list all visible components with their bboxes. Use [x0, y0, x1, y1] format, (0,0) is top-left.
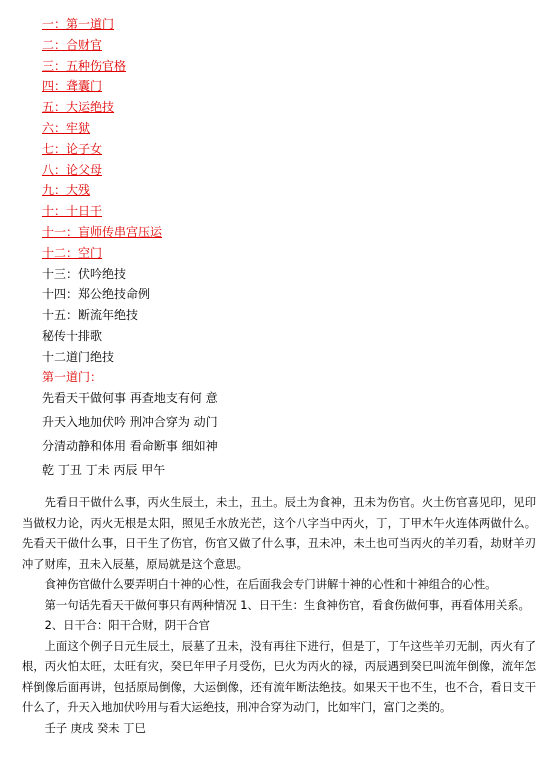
toc-item: [42, 305, 162, 326]
verse-list: [42, 390, 218, 486]
toc-link-3[interactable]: 三：五种伤官格: [42, 58, 127, 73]
toc-entry-15: 十五：断流年绝技: [42, 308, 139, 323]
toc-entry-secret-song: 秘传十排歌: [42, 328, 103, 343]
toc-item[interactable]: [42, 14, 162, 35]
verse-line: 升天入地加伏吟 刑冲合穿为 动门: [42, 415, 218, 429]
chart-pillars: 壬子 庚戌 癸未 丁巳: [44, 721, 146, 735]
toc-item: [42, 284, 162, 305]
toc-item[interactable]: [42, 160, 162, 181]
toc-item[interactable]: [42, 201, 162, 222]
toc-item[interactable]: [42, 118, 162, 139]
paragraph: 上面这个例子日元生辰土，辰墓了丑未，没有再往下进行，但是丁，丁午这些羊刃无制，丙火有了根，丙火怕太旺，太旺有灾，癸巳年甲子月受伤，巳火为丙火的禄，丙辰遇到癸巳叫流年倒像，流年怎样倒像后面再讲，包括原局倒像，大运倒像，还有流年断法绝技。如果天干也不生，也不合，看日支干什么了，升天入地加伏吟用与看大运绝技，刑冲合穿为动门，比如牢门，富门之类的。: [22, 639, 536, 714]
toc-link-8[interactable]: 八：论父母: [42, 162, 103, 177]
toc-entry-14: 十四：郑公绝技命例: [42, 287, 151, 302]
section-heading: 第一道门：: [42, 370, 103, 384]
toc-item: [42, 264, 162, 285]
verse-line: 分清动静和体用 看命断事 细如神: [42, 439, 218, 453]
toc-link-6[interactable]: 六：牢狱: [42, 120, 91, 135]
toc-link-11[interactable]: 十一：盲师传串宫压运: [42, 224, 163, 239]
toc-item[interactable]: [42, 222, 162, 243]
toc-item[interactable]: [42, 139, 162, 160]
toc-item[interactable]: [42, 76, 162, 97]
toc-link-10[interactable]: 十：十日干: [42, 204, 103, 219]
chart-pillars: 乾 丁丑 丁未 丙辰 甲午: [42, 463, 166, 477]
toc-item: [42, 326, 162, 347]
toc-item[interactable]: [42, 56, 162, 77]
verse-line: 先看天干做何事 再查地支有何 意: [42, 391, 218, 405]
toc-item[interactable]: [42, 97, 162, 118]
toc-link-1[interactable]: 一：第一道门: [42, 17, 115, 31]
paragraph: 先看日干做什么事，丙火生辰土，未土，丑土。辰土为食神，丑未为伤官。火土伤官喜见印，见印当做权力论，丙火无根是太阳，照见壬水放光芒，这个八字当中丙火，丁，丁甲木午火连体两做什么。先看天干做什么事，日干生了伤官，伤官又做了什么事，丑未冲，未土也可当丙火的羊刃看，劫财羊刃冲了财库，丑未入辰墓，原局就是这个意思。: [22, 496, 536, 571]
toc-link-12[interactable]: 十二：空门: [42, 245, 103, 260]
toc-entry-twelve-doors: 十二道门绝技: [42, 349, 115, 364]
toc-link-2[interactable]: 二：合财官: [42, 37, 103, 52]
toc-link-5[interactable]: 五：大运绝技: [42, 100, 115, 115]
paragraph: 第一句话先看天干做何事只有两种情况 1、日干生：生食神伤官，看食伤做何事，再看体用关系。: [44, 598, 530, 612]
toc-link-4[interactable]: 四：聋囊门: [42, 79, 103, 94]
toc-item[interactable]: [42, 180, 162, 201]
toc-entry-13: 十三：伏吟绝技: [42, 266, 127, 281]
body-text: [22, 493, 536, 739]
toc-item[interactable]: [42, 243, 162, 264]
paragraph: 食神伤官做什么要弄明白十神的心性，在后面我会专门讲解十神的心性和十神组合的心性。: [44, 578, 497, 591]
paragraph: 2、日干合：阳干合财，阴干合官: [44, 619, 210, 632]
toc-item[interactable]: [42, 35, 162, 56]
toc-link-7[interactable]: 七：论子女: [42, 141, 103, 156]
toc-item: [42, 347, 162, 368]
toc-link-9[interactable]: 九：大残: [42, 183, 91, 198]
table-of-contents: [42, 14, 162, 368]
